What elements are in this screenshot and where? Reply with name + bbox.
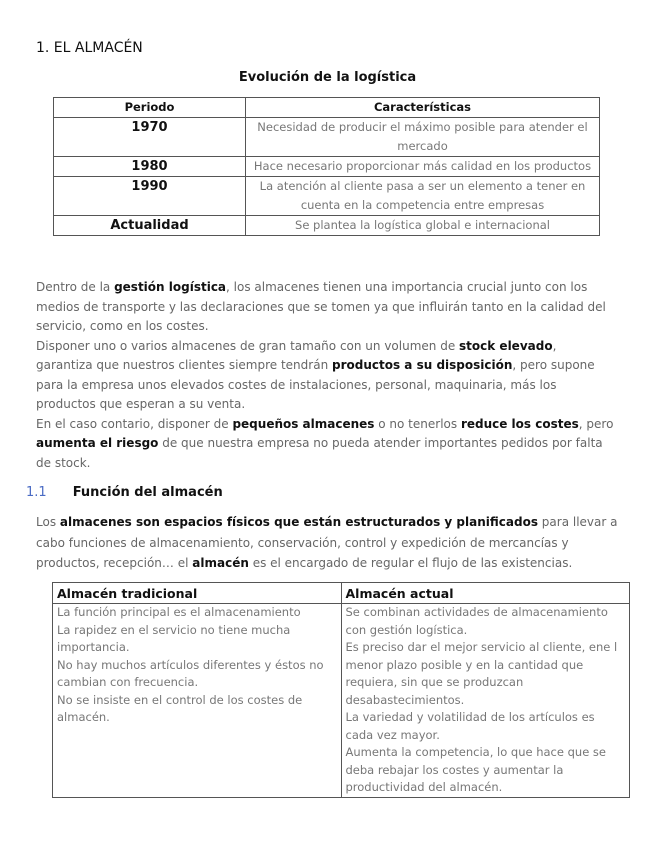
- table-header-row: [53, 583, 630, 604]
- list-item: Aumenta la competencia, lo que hace que se deba rebajar los costes y aumentar la productividad del almacén.: [345, 745, 606, 794]
- intro-paragraph: [36, 512, 626, 574]
- bold-text: almacén: [192, 556, 249, 570]
- current-cell: [341, 604, 630, 798]
- period-cell: 1990: [54, 177, 246, 216]
- text: , pero: [578, 416, 614, 431]
- text: es el encargado de regular el flujo de las existencias.: [248, 556, 573, 570]
- body-text: [36, 278, 616, 473]
- table-row: [54, 157, 600, 177]
- paragraph: [36, 415, 616, 474]
- traditional-cell: [53, 604, 342, 798]
- text: En el caso contario, disponer de: [36, 416, 233, 431]
- characteristics-cell: Se plantea la logística global e internacional: [246, 216, 600, 236]
- bold-text: stock elevado: [459, 338, 553, 353]
- table-row: [54, 118, 600, 157]
- list-item: La variedad y volatilidad de los artículos es cada vez mayor.: [345, 710, 595, 742]
- text: , los almacenes tienen una importancia crucial junto con los medios de transporte y las declaraciones que se tomen ya que influirán tanto en la calidad del servicio, como en los costes.: [36, 280, 606, 333]
- text: Disponer uno o varios almacenes de gran tamaño con un volumen de: [36, 338, 460, 353]
- header-traditional: Almacén tradicional: [53, 583, 342, 604]
- text: Dentro de la: [36, 280, 115, 294]
- period-cell: 1970: [54, 118, 246, 157]
- bold-text: almacenes son espacios físicos que están estructurados y planificados: [59, 515, 538, 529]
- logistics-evolution-table: [53, 97, 600, 236]
- table-title: Evolución de la logística: [238, 70, 417, 85]
- list-item: Se combinan actividades de almacenamiento con gestión logística.: [345, 605, 608, 637]
- bold-text: gestión logística: [114, 280, 227, 294]
- table-header-row: [54, 98, 600, 118]
- list-item: La rapidez en el servicio no tiene mucha importancia.: [57, 622, 291, 654]
- section-title: Función del almacén: [72, 485, 223, 500]
- characteristics-cell: La atención al cliente pasa a ser un elemento a tener en cuenta en la competencia entre empresas: [246, 177, 600, 216]
- header-period: Periodo: [54, 98, 246, 118]
- list-item: Es preciso dar el mejor servicio al cliente, ene l menor plazo posible y en la cantidad que requiera, sin que se produzcan desabastecimientos.: [345, 640, 618, 707]
- bold-text: reduce los costes: [460, 416, 579, 431]
- list-item: La función principal es el almacenamiento: [57, 605, 301, 619]
- bold-text: productos a su disposición: [332, 358, 513, 372]
- text: de que nuestra empresa no pueda atender importantes pedidos por falta de stock.: [36, 436, 603, 470]
- main-heading: 1. EL ALMACÉN: [36, 40, 143, 56]
- bold-text: pequeños almacenes: [232, 416, 375, 431]
- header-current: Almacén actual: [341, 583, 630, 604]
- bold-text: aumenta el riesgo: [36, 436, 159, 450]
- text: o no tenerlos: [374, 416, 461, 431]
- text: para llevar a cabo funciones de almacenamiento, conservación, control y expedición de mercancías y productos, recepción… el: [36, 515, 618, 570]
- table-row: [53, 604, 630, 798]
- header-characteristics: Características: [246, 98, 600, 118]
- list-item: No se insiste en el control de los costes de almacén.: [57, 692, 303, 724]
- section-heading: [26, 485, 223, 500]
- period-cell: 1980: [54, 157, 246, 177]
- text: Los: [36, 515, 60, 529]
- warehouse-comparison-table: [52, 582, 630, 798]
- list-item: No hay muchos artículos diferentes y éstos no cambian con frecuencia.: [57, 657, 324, 689]
- characteristics-cell: Necesidad de producir el máximo posible para atender el mercado: [246, 118, 600, 157]
- text: , garantiza que nuestros clientes siempre tendrán: [36, 338, 557, 372]
- table-row: [54, 216, 600, 236]
- paragraph: [36, 278, 616, 337]
- section-number: 1.1: [26, 485, 47, 500]
- table-row: [54, 177, 600, 216]
- characteristics-cell: Hace necesario proporcionar más calidad en los productos: [246, 157, 600, 177]
- text: , pero supone para la empresa unos elevados costes de instalaciones, personal, maquinaria, más los productos que esperan a su venta.: [36, 358, 595, 411]
- period-cell: Actualidad: [54, 216, 246, 236]
- paragraph: [36, 337, 616, 415]
